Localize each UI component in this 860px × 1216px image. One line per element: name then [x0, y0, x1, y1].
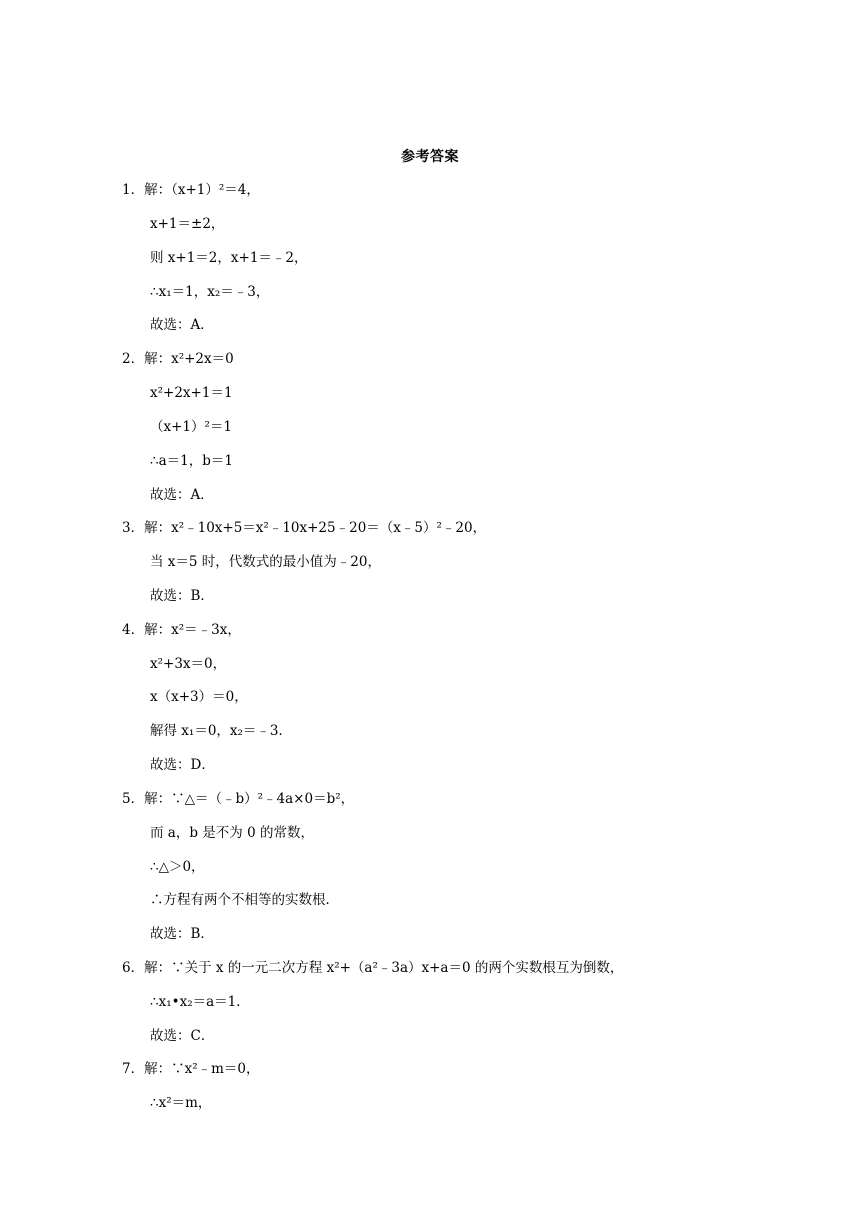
answer-2-line-3: （x+1）²＝1 [150, 419, 233, 435]
answer-4-line-3: x（x+3）＝0， [150, 689, 248, 705]
answer-5-choice: 故选：B． [150, 926, 214, 942]
answer-1-line-2: x+1＝±2， [150, 216, 225, 232]
answer-4-choice: 故选：D． [150, 757, 215, 773]
answer-6-line-1: 6．解：∵关于 x 的一元二次方程 x²+（a²﹣3a）x+a＝0 的两个实数根互为倒数， [122, 960, 624, 976]
answer-5-line-4: ∴方程有两个不相等的实数根． [150, 892, 339, 908]
answer-4-line-4: 解得 x₁＝0，x₂＝﹣3． [150, 723, 293, 739]
answer-1-line-4: ∴x₁＝1，x₂＝﹣3， [150, 284, 270, 300]
answer-2-line-1: 2．解：x²+2x＝0 [122, 351, 234, 367]
answer-6-choice: 故选：C． [150, 1028, 215, 1044]
answer-6-line-2: ∴x₁•x₂＝a＝1． [150, 994, 250, 1010]
answer-3-choice: 故选：B． [150, 588, 214, 604]
answer-7-line-2: ∴x²＝m， [150, 1095, 212, 1111]
answer-2-line-2: x²+2x+1＝1 [150, 385, 233, 401]
page-title: 参考答案 [401, 149, 459, 165]
answer-1-line-1: 1．解：（x+1）²＝4， [122, 182, 260, 198]
answer-1-line-3: 则 x+1＝2，x+1＝﹣2， [150, 250, 308, 266]
answer-1-choice: 故选：A． [150, 317, 214, 333]
answer-2-line-4: ∴a＝1，b＝1 [150, 453, 233, 469]
answer-5-line-2: 而 a，b 是不为 0 的常数， [150, 825, 314, 841]
answer-2-choice: 故选：A． [150, 487, 214, 503]
answer-4-line-2: x²+3x＝0， [150, 656, 227, 672]
answer-5-line-1: 5．解：∵△＝（﹣b）²﹣4a×0＝b²， [122, 791, 355, 807]
answer-7-line-1: 7．解：∵x²﹣m＝0， [122, 1061, 260, 1077]
answer-5-line-3: ∴△＞0， [150, 859, 205, 875]
answer-3-line-2: 当 x＝5 时，代数式的最小值为﹣20， [150, 554, 381, 570]
answer-4-line-1: 4．解：x²＝﹣3x， [122, 622, 241, 638]
answer-3-line-1: 3．解：x²﹣10x+5＝x²﹣10x+25﹣20＝（x﹣5）²﹣20， [122, 520, 487, 536]
